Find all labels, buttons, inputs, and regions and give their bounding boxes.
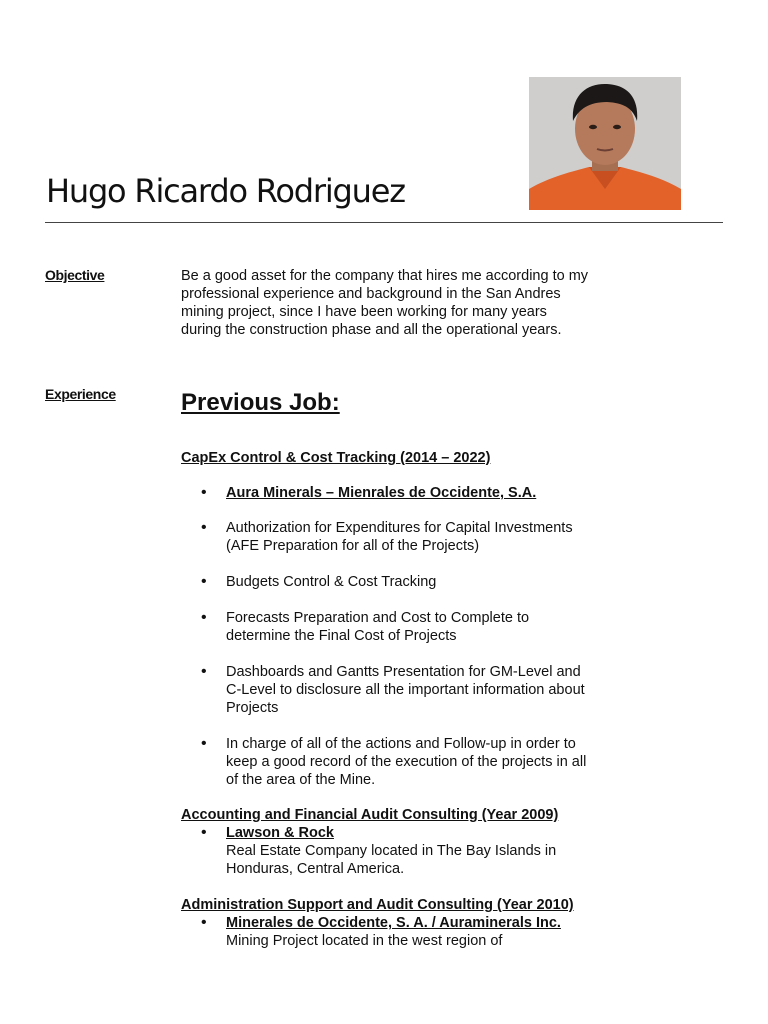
company-name: Lawson & Rock [226,825,334,841]
list-item: • Budgets Control & Cost Tracking [181,573,591,591]
company-description: Real Estate Company located in The Bay Islands in Honduras, Central America. [226,843,557,877]
job-title-1: CapEx Control & Cost Tracking (2014 – 2022) [181,450,491,466]
list-item: • Authorization for Expenditures for Capital Investments (AFE Preparation for all of the Projects) [181,519,591,555]
previous-job-heading: Previous Job: [181,389,340,416]
experience-content [181,387,591,950]
experience-label: Experience [45,386,116,402]
list-item: • Dashboards and Gantts Presentation for GM-Level and C-Level to disclosure all the important information about Projects [181,663,591,717]
person-portrait-icon [529,77,681,210]
job-title-3: Administration Support and Audit Consulting (Year 2010) [181,897,574,913]
profile-photo [529,77,681,210]
list-item [181,824,591,878]
job-2-list [181,824,591,878]
job-title-2: Accounting and Financial Audit Consulting (Year 2009) [181,807,559,823]
candidate-name: Hugo Ricardo Rodriguez [46,172,405,210]
list-item: • Forecasts Preparation and Cost to Complete to determine the Final Cost of Projects [181,609,591,645]
list-item [181,484,591,502]
company-description: Mining Project located in the west region of [226,933,503,949]
objective-text: Be a good asset for the company that hires me according to my professional experience and background in the San Andres mining project, since I have been working for many years during the construction phase and all the operational years. [181,268,589,338]
job-3-list [181,914,591,950]
objective-label: Objective [45,267,105,283]
company-name: Aura Minerals – Mienrales de Occidente, S.A. [226,485,537,501]
company-name: Minerales de Occidente, S. A. / Auraminerals Inc. [226,915,561,931]
list-item: • In charge of all of the actions and Follow-up in order to keep a good record of the execution of the projects in all of the area of the Mine. [181,735,591,789]
list-item [181,914,591,950]
header-divider [45,222,723,223]
job-1-list [181,484,591,789]
